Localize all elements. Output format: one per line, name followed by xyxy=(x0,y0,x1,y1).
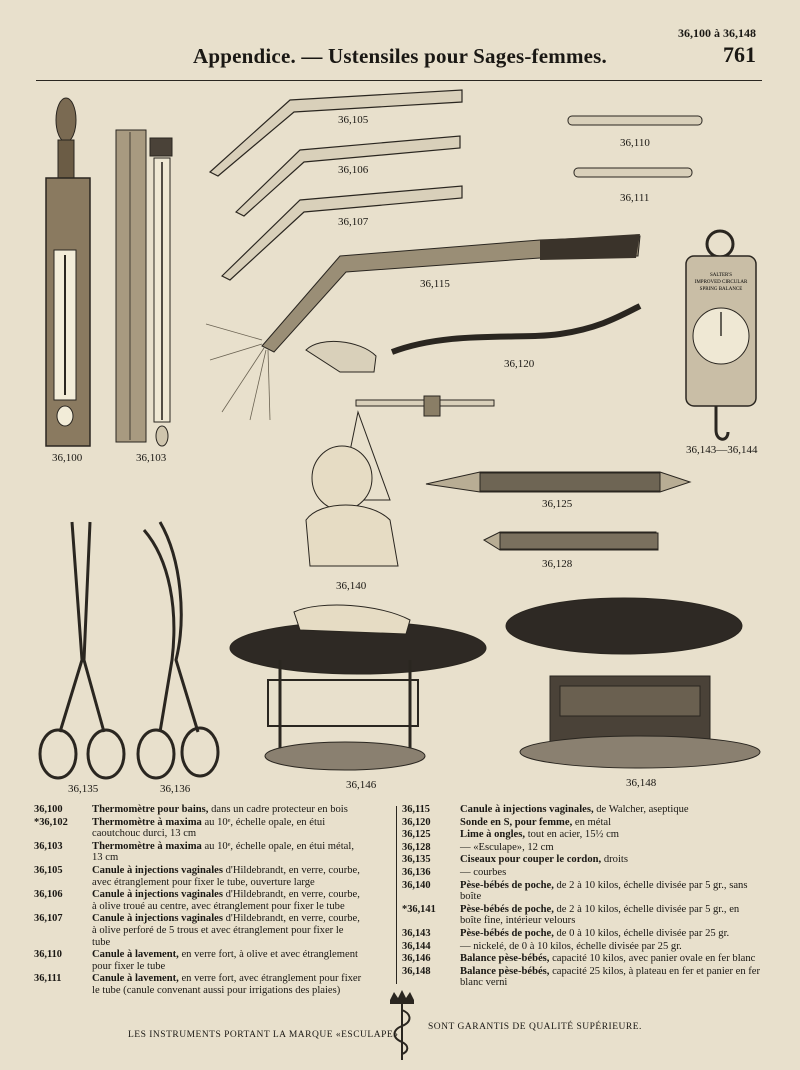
caption-36125: 36,125 xyxy=(542,498,573,510)
caption-36135: 36,135 xyxy=(68,783,99,795)
list-item: 36,143 Pèse-bébés de poche, de 0 à 10 kilos, échelle divisée par 25 gr. xyxy=(402,927,730,939)
hand-scale-illustration xyxy=(306,341,494,566)
list-item: 36,140 Pèse-bébés de poche, de 2 à 10 kilos, échelle divisée par 5 gr., sans boîte xyxy=(402,879,748,903)
page-number: 761 xyxy=(723,42,756,67)
esculape-logo xyxy=(384,990,420,1062)
scale-dial-text-3: SPRING BALANCE xyxy=(699,287,743,292)
bath-thermometer-illustration xyxy=(46,98,90,446)
caption-36107: 36,107 xyxy=(338,216,369,228)
list-item: 36,136 — courbes xyxy=(402,866,507,878)
list-item: 36,146 Balance pèse-bébés, capacité 10 kilos, avec panier ovale en fer blanc xyxy=(402,953,756,965)
list-item: 36,135 Ciseaux pour couper le cordon, droits xyxy=(402,854,628,866)
list-item: 36,115 Canule à injections vaginales, de Walcher, aseptique xyxy=(402,804,689,815)
list-item: 36,107 Canule à injections vaginales d'Hildebrandt, en verre, courbe, à olive perforé de 5 trous et avec étranglement pour fixer le tube xyxy=(34,913,360,948)
caption-36148: 36,148 xyxy=(626,777,657,789)
maxima-thermometer-illustration xyxy=(116,130,172,446)
list-item: 36,103 Thermomètre à maxima au 10ᵉ, échelle opale, en étui métal, 13 cm xyxy=(34,840,354,864)
page-title: Appendice. — Ustensiles pour Sages-femmes. xyxy=(192,44,607,68)
column-divider xyxy=(396,806,397,984)
spring-balance-illustration xyxy=(686,231,756,439)
description-list-right xyxy=(402,804,762,990)
list-item: *36,141 Pèse-bébés de poche, de 2 à 10 kilos, échelle divisée par 5 gr., en boîte fine, intérieur velours xyxy=(402,903,740,927)
caption-36143: 36,143—36,144 xyxy=(686,444,758,456)
caption-36146: 36,146 xyxy=(346,779,377,791)
caption-36110: 36,110 xyxy=(620,137,650,149)
walcher-canula-illustration xyxy=(206,234,640,420)
list-item: 36,111 Canule à lavement, en verre fort, avec étranglement pour fixer le tube (canule convenant aussi pour irrigations des plaies) xyxy=(34,973,362,996)
page-range: 36,100 à 36,148 xyxy=(678,26,756,40)
baby-balance-illustration xyxy=(230,605,486,770)
scale-dial-text-2: IMPROVED CIRCULAR xyxy=(694,280,748,285)
list-item: 36,125 Lime à ongles, tout en acier, 15½ cm xyxy=(402,829,620,841)
caption-36136: 36,136 xyxy=(160,783,191,795)
footer-left-text: LES INSTRUMENTS PORTANT LA MARQUE «ESCULAPE» xyxy=(128,1030,399,1040)
footer-right-text: SONT GARANTIS DE QUALITÉ SUPÉRIEURE. xyxy=(428,1022,642,1032)
caption-36140: 36,140 xyxy=(336,580,367,592)
caption-36106: 36,106 xyxy=(338,164,369,176)
caption-36128: 36,128 xyxy=(542,558,573,570)
caption-36120: 36,120 xyxy=(504,358,535,370)
list-item: 36,105 Canule à injections vaginales d'Hildebrandt, en verre, courbe, avec étranglement pour fixer le tube, ouverture large xyxy=(34,864,360,888)
caption-36103: 36,103 xyxy=(136,452,167,464)
list-item: 36,110 Canule à lavement, en verre fort, à olive et avec étranglement pour fixer le tube xyxy=(34,949,358,972)
description-list-left xyxy=(34,804,364,998)
caption-36115: 36,115 xyxy=(420,278,450,290)
nail-files-illustration xyxy=(426,472,690,550)
caption-36111: 36,111 xyxy=(620,192,650,204)
list-item: 36,106 Canule à injections vaginales d'Hildebrandt, en verre, courbe, à olive troué au centre, avec étranglement pour fixer le tube xyxy=(34,889,360,912)
list-item: *36,102 Thermomètre à maxima au 10ᵉ, échelle opale, en étui caoutchouc durci, 13 cm xyxy=(34,816,326,840)
scale-dial-text-1: SALTER'S xyxy=(709,273,733,278)
list-item: 36,120 Sonde en S, pour femme, en métal xyxy=(402,816,612,828)
caption-36100: 36,100 xyxy=(52,452,83,464)
caption-36105: 36,105 xyxy=(338,114,369,126)
list-item: 36,144 — nickelé, de 0 à 10 kilos, échelle divisée par 25 gr. xyxy=(402,940,682,952)
umbilical-scissors-illustration xyxy=(40,522,218,778)
list-item: 36,128 — «Esculape», 12 cm xyxy=(402,841,554,853)
s-catheter-illustration xyxy=(392,306,640,352)
list-item: 36,148 Balance pèse-bébés, capacité 25 kilos, à plateau en fer et panier en fer blanc verni xyxy=(402,965,761,989)
list-item: 36,100 Thermomètre pour bains, dans un cadre protecteur en bois xyxy=(34,804,348,815)
large-baby-balance-illustration xyxy=(506,598,760,768)
